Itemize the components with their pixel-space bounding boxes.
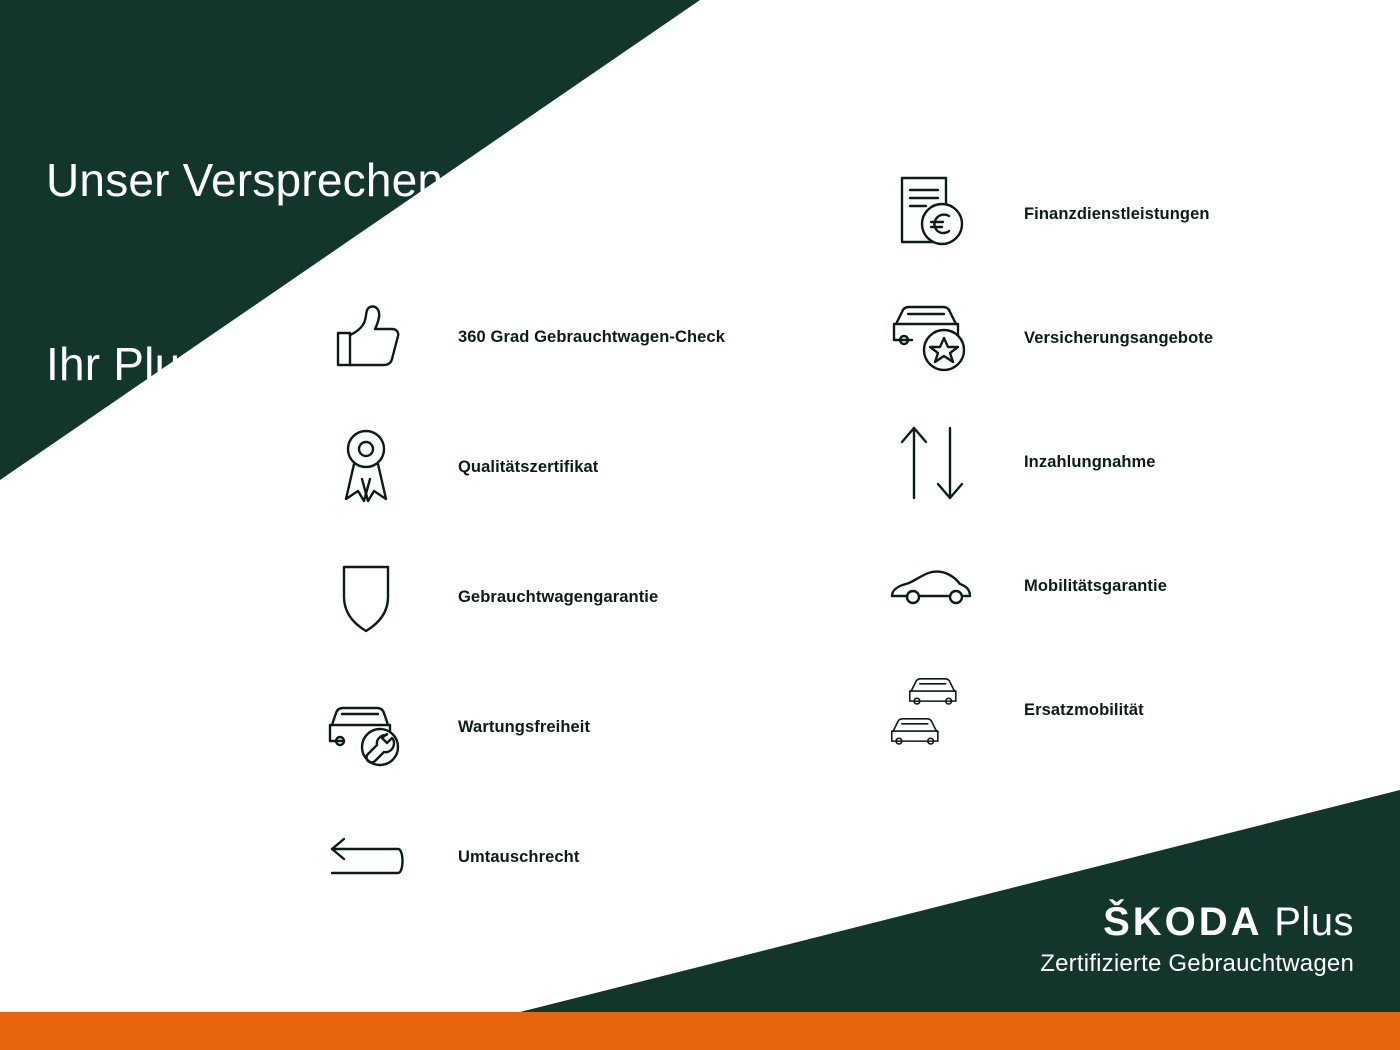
brand-lockup	[1040, 900, 1354, 978]
feature-label: Umtauschrecht	[458, 847, 580, 866]
feature-label: Gebrauchtwagengarantie	[458, 587, 659, 606]
feature-label: Qualitätszertifikat	[458, 457, 599, 476]
brand-suffix: Plus	[1274, 900, 1354, 944]
feature-item	[886, 400, 1356, 524]
brand-name: ŠKODA	[1103, 900, 1263, 944]
two-cars-icon	[886, 658, 990, 762]
bottom-orange-bar	[0, 1012, 1400, 1050]
feature-item	[886, 276, 1356, 400]
feature-item	[320, 662, 790, 792]
feature-label: Ersatzmobilität	[1024, 700, 1144, 719]
feature-item	[886, 524, 1356, 648]
headline-line-1: Unser Versprechen.	[46, 154, 457, 207]
feature-item	[886, 648, 1356, 772]
feature-label: Inzahlungnahme	[1024, 452, 1156, 471]
headline-line-2: Ihr Plus.	[46, 337, 217, 390]
shield-icon	[320, 545, 424, 649]
feature-list-left	[320, 272, 790, 922]
feature-item	[320, 402, 790, 532]
feature-label: Finanzdienstleistungen	[1024, 204, 1210, 223]
brand-name-row	[1040, 900, 1354, 944]
feature-label: Wartungsfreiheit	[458, 717, 591, 736]
document-euro-icon	[886, 162, 990, 266]
car-star-icon	[886, 286, 990, 390]
feature-list-right	[886, 152, 1356, 772]
up-down-arrows-icon	[886, 410, 990, 514]
feature-label: Versicherungsangebote	[1024, 328, 1214, 347]
feature-label: 360 Grad Gebrauchtwagen-Check	[458, 327, 725, 346]
feature-item	[886, 152, 1356, 276]
quality-rosette-icon	[320, 415, 424, 519]
feature-item	[320, 272, 790, 402]
feature-item	[320, 792, 790, 922]
return-arrow-icon	[320, 805, 424, 909]
feature-label: Mobilitätsgarantie	[1024, 576, 1167, 595]
thumbs-up-icon	[320, 285, 424, 389]
car-wrench-icon	[320, 675, 424, 779]
car-side-icon	[886, 534, 990, 638]
feature-item	[320, 532, 790, 662]
brand-tagline: Zertifizierte Gebrauchtwagen	[1040, 950, 1354, 977]
